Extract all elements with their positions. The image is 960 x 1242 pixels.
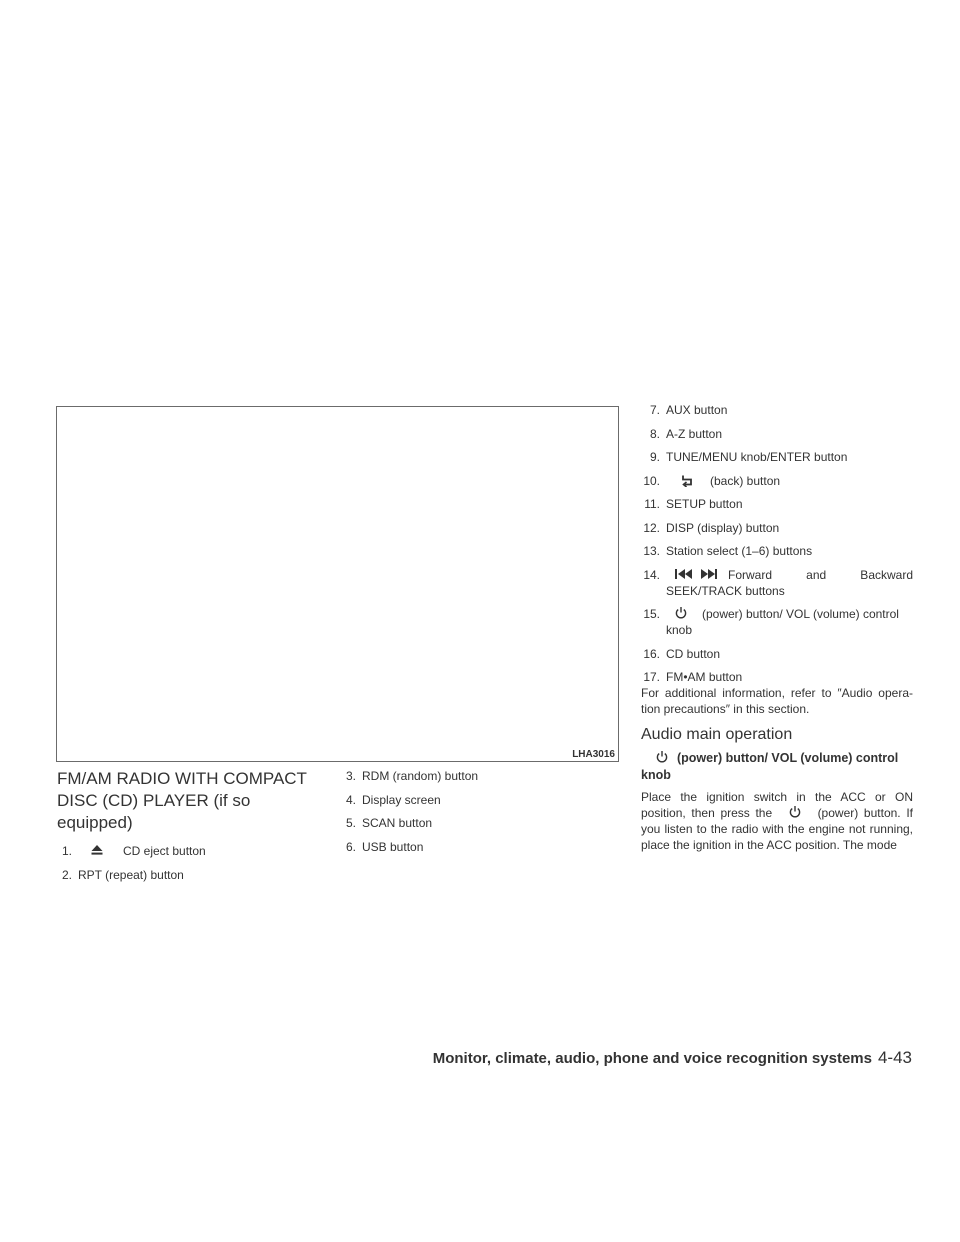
item-number: 9.: [649, 450, 660, 464]
list-item: [641, 543, 913, 559]
item-text: (back) button: [710, 473, 781, 488]
list-item: [641, 567, 913, 599]
figure-label: LHA3016: [572, 749, 615, 760]
item-number: 5.: [345, 816, 356, 830]
item-text-continued: knob: [666, 623, 693, 637]
list-item: [641, 496, 913, 512]
list-item: [341, 839, 621, 855]
chapter-title: Monitor, climate, audio, phone and voice recognition systems: [432, 1050, 872, 1067]
list-item: [641, 669, 913, 685]
item-number: 13.: [643, 544, 660, 558]
body-part-2: (power) button. If you listen to the radio with the engine not running, place the ignition in the ACC position. The mode: [641, 806, 913, 852]
list-item: [641, 646, 913, 662]
item-text: SCAN button: [362, 816, 433, 830]
list-item: [641, 606, 913, 638]
column-2: [341, 768, 621, 862]
item-text: Station select (1–6) buttons: [666, 544, 813, 558]
subsection-heading: [641, 750, 913, 784]
item-text: CD eject button: [123, 844, 206, 858]
column-1: [57, 768, 327, 890]
additional-info: For additional information, refer to ″Audio opera-tion precautions″ in this section.: [641, 686, 913, 716]
item-text: DISP (display) button: [666, 520, 780, 535]
item-number: 14.: [643, 567, 660, 582]
item-number: 2.: [61, 867, 72, 882]
item-number: 15.: [643, 607, 660, 621]
item-number: 12.: [643, 520, 660, 535]
list-item: [341, 768, 621, 784]
item-list-2: [341, 768, 621, 855]
item-text: AUX button: [666, 403, 728, 417]
list-item: [641, 520, 913, 536]
item-number: 8.: [649, 426, 660, 441]
item-text: RDM (random) button: [362, 769, 479, 783]
item-number: 16.: [643, 646, 660, 661]
item-text-continued: SEEK/TRACK buttons: [666, 583, 785, 598]
item-text: TUNE/MENU knob/ENTER button: [666, 450, 848, 464]
seek-track-icon: [674, 567, 724, 583]
radio-figure: [56, 406, 619, 762]
list-item: [641, 449, 913, 465]
item-number: 6.: [345, 839, 356, 854]
body-part-1: Place the ignition switch in the ACC or ON position, then press the: [641, 790, 913, 820]
item-text: (power) button/ VOL (volume) control: [702, 607, 899, 621]
item-number: 10.: [643, 473, 660, 488]
power-icon: [655, 750, 669, 764]
back-arrow-icon: [680, 473, 696, 489]
item-text: Display screen: [362, 792, 441, 807]
power-icon: [788, 805, 802, 819]
subsection-body: [641, 789, 913, 853]
item-number: 4.: [345, 792, 356, 807]
list-item: [341, 792, 621, 808]
item-number: 1.: [61, 844, 72, 858]
list-item: [57, 843, 327, 859]
list-item: [341, 815, 621, 831]
item-list-1: [57, 843, 327, 883]
section-title: FM/AM RADIO WITH COMPACT DISC (CD) PLAYER (if so equipped): [57, 769, 307, 832]
page-number: 4-43: [877, 1048, 912, 1067]
item-text: SETUP button: [666, 497, 743, 511]
item-text: A-Z button: [666, 426, 723, 441]
subsection-heading-text: (power) button/ VOL (volume) control knob: [641, 751, 899, 782]
item-text: RPT (repeat) button: [78, 867, 184, 882]
item-number: 11.: [644, 497, 660, 511]
list-item: [641, 402, 913, 418]
item-text: CD button: [666, 646, 721, 661]
item-number: 3.: [345, 769, 356, 783]
subsection-title: Audio main operation: [641, 726, 793, 743]
item-text: USB button: [362, 839, 424, 854]
item-number: 7.: [649, 403, 660, 417]
list-item: [57, 867, 327, 883]
item-number: 17.: [643, 670, 660, 684]
item-text: Forward and Backward: [728, 567, 913, 582]
list-item: [641, 426, 913, 442]
item-list-3: [641, 402, 913, 685]
power-icon: [674, 606, 690, 622]
item-text: FM•AM button: [666, 670, 743, 684]
column-3: [641, 402, 913, 853]
page-footer: [433, 1048, 912, 1068]
list-item: [641, 473, 913, 489]
eject-icon: [90, 843, 106, 859]
